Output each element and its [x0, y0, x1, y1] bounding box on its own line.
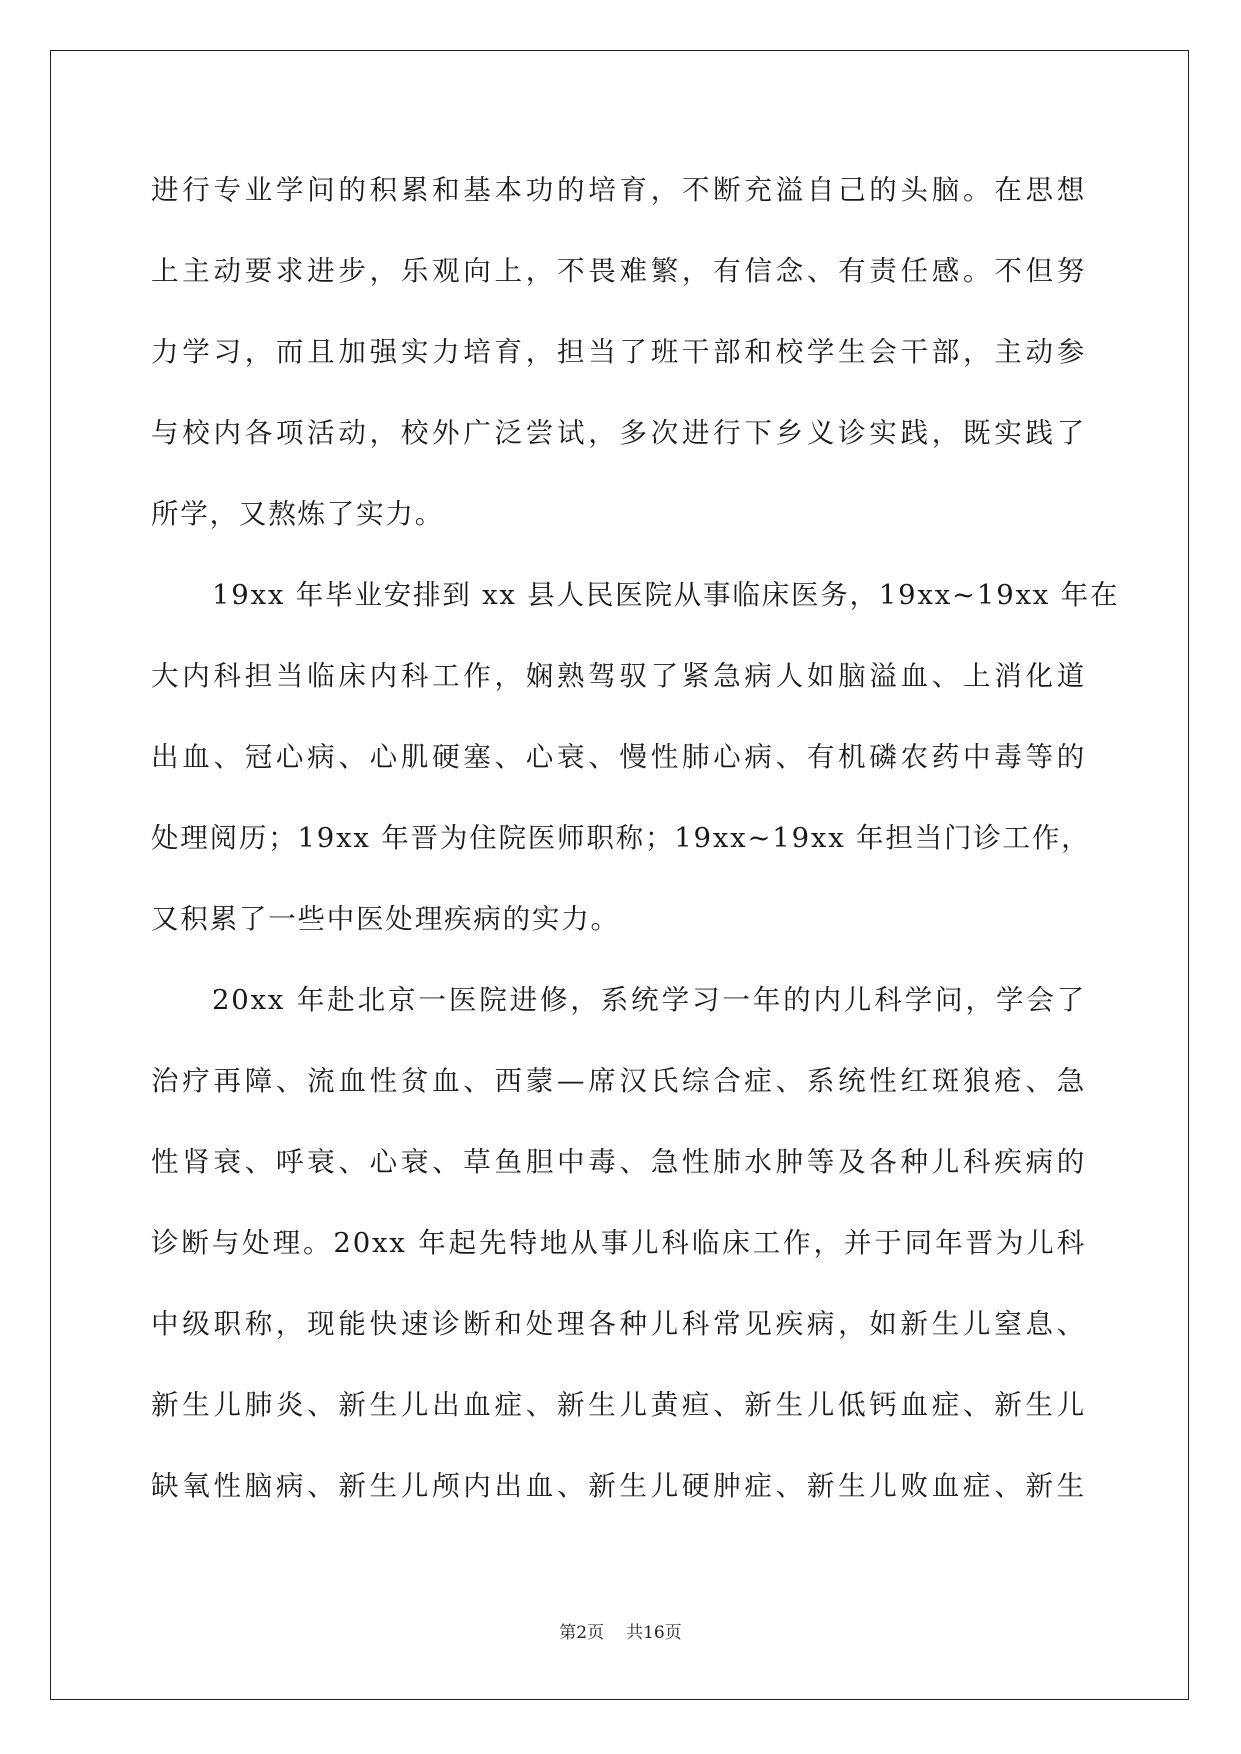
text-line: 19xx 年毕业安排到 xx 县人民医院从事临床医务，19xx~19xx 年在 — [212, 579, 1120, 611]
text-line: 诊断与处理。20xx 年起先特地从事儿科临床工作，并于同年晋为儿科 — [151, 1227, 1086, 1259]
page-footer — [0, 1618, 1241, 1643]
paragraph-1 — [151, 164, 1086, 569]
text-line: 与校内各项活动，校外广泛尝试，多次进行下乡义诊实践，既实践了 — [151, 417, 1086, 449]
page-total: 共16页 — [626, 1623, 682, 1643]
text-line: 缺氧性脑病、新生儿颅内出血、新生儿硬肿症、新生儿败血症、新生 — [151, 1470, 1086, 1502]
text-line: 新生儿肺炎、新生儿出血症、新生儿黄疸、新生儿低钙血症、新生儿 — [151, 1389, 1086, 1421]
text-line: 处理阅历；19xx 年晋为住院医师职称；19xx~19xx 年担当门诊工作， — [151, 822, 1091, 854]
text-line: 又积累了一些中医处理疾病的实力。 — [151, 903, 620, 935]
text-line: 治疗再障、流血性贫血、西蒙—席汉氏综合症、系统性红斑狼疮、急 — [151, 1065, 1086, 1097]
document-body — [151, 164, 1120, 1541]
text-line: 中级职称，现能快速诊断和处理各种儿科常见疾病，如新生儿窒息、 — [151, 1308, 1086, 1340]
text-line: 上主动要求进步，乐观向上，不畏难繁，有信念、有责任感。不但努 — [151, 255, 1086, 287]
page-number: 第2页 — [559, 1623, 605, 1643]
text-line: 力学习，而且加强实力培育，担当了班干部和校学生会干部，主动参 — [151, 336, 1086, 368]
text-line: 大内科担当临床内科工作，娴熟驾驭了紧急病人如脑溢血、上消化道 — [151, 660, 1086, 692]
text-line: 所学，又熬炼了实力。 — [151, 498, 444, 530]
text-line: 性肾衰、呼衰、心衰、草鱼胆中毒、急性肺水肿等及各种儿科疾病的 — [151, 1146, 1086, 1178]
text-line: 20xx 年赴北京一医院进修，系统学习一年的内儿科学问，学会了 — [212, 984, 1086, 1016]
paragraph-3 — [151, 974, 1086, 1541]
paragraph-2 — [151, 569, 1120, 974]
text-line: 进行专业学问的积累和基本功的培育，不断充溢自己的头脑。在思想 — [151, 174, 1086, 206]
text-line: 出血、冠心病、心肌硬塞、心衰、慢性肺心病、有机磷农药中毒等的 — [151, 741, 1086, 773]
